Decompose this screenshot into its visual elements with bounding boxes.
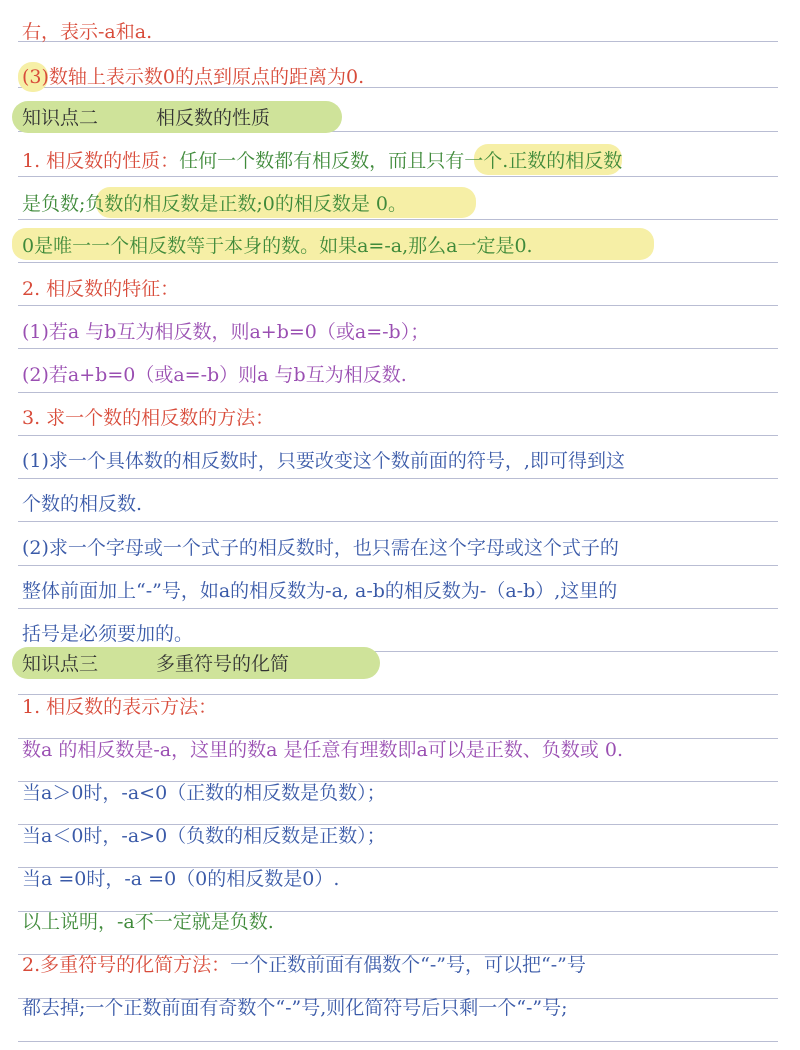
text-line: 2. 相反数的特征： xyxy=(22,278,180,300)
ruled-line xyxy=(18,521,778,522)
section-heading: 知识点三 多重符号的化简 xyxy=(22,653,290,675)
text-line: 以上说明，-a不一定就是负数. xyxy=(22,911,274,933)
text-line: 0是唯一一个相反数等于本身的数。如果a=-a,那么a一定是0. xyxy=(22,235,533,257)
text-line: (3)数轴上表示数0的点到原点的距离为0. xyxy=(22,66,365,88)
ruled-line xyxy=(18,608,778,609)
text-line: (2)若a+b=0（或a=-b）则a 与b互为相反数. xyxy=(22,364,407,386)
text-line: (1)若a 与b互为相反数，则a+b=0（或a=-b）； xyxy=(22,321,430,343)
ruled-line xyxy=(18,348,778,349)
text-line: 右，表示-a和a. xyxy=(22,21,153,43)
ruled-line xyxy=(18,219,778,220)
section-heading: 知识点二 相反数的性质 xyxy=(22,107,271,129)
text-line: 整体前面加上“-”号，如a的相反数为-a, a-b的相反数为-（a-b）,这里的 xyxy=(22,580,618,602)
text-line: 是负数;负数的相反数是正数;0的相反数是 0。 xyxy=(22,193,408,215)
text-line: 3. 求一个数的相反数的方法： xyxy=(22,407,275,429)
ruled-line xyxy=(18,392,778,393)
text-line: (1)求一个具体数的相反数时，只要改变这个数前面的符号，,即可得到这 xyxy=(22,450,625,472)
text-line: 个数的相反数. xyxy=(22,493,143,515)
ruled-line xyxy=(18,478,778,479)
ruled-line xyxy=(18,305,778,306)
text-line: 括号是必须要加的。 xyxy=(22,623,194,645)
ruled-line xyxy=(18,565,778,566)
ruled-line xyxy=(18,435,778,436)
ruled-line xyxy=(18,1041,778,1042)
ruled-line xyxy=(18,176,778,177)
text-line: 当a＞0时，-a<0（正数的相反数是负数）； xyxy=(22,782,386,804)
text-line: (2)求一个字母或一个式子的相反数时，也只需在这个字母或这个式子的 xyxy=(22,537,619,559)
text-line: 都去掉;一个正数前面有奇数个“-”号,则化简符号后只剩一个“-”号; xyxy=(22,997,568,1019)
text-line: 当a＜0时，-a>0（负数的相反数是正数）； xyxy=(22,825,386,847)
text-line: 数a 的相反数是-a，这里的数a 是任意有理数即a可以是正数、负数或 0. xyxy=(22,739,623,761)
ruled-line xyxy=(18,262,778,263)
text-line: 当a =0时，-a =0（0的相反数是0）. xyxy=(22,868,340,890)
text-line: 1. 相反数的性质：任何一个数都有相反数，而且只有一个.正数的相反数 xyxy=(22,150,623,172)
text-line: 1. 相反数的表示方法： xyxy=(22,696,218,718)
text-line: 2.多重符号的化简方法：一个正数前面有偶数个“-”号，可以把“-”号 xyxy=(22,954,586,976)
